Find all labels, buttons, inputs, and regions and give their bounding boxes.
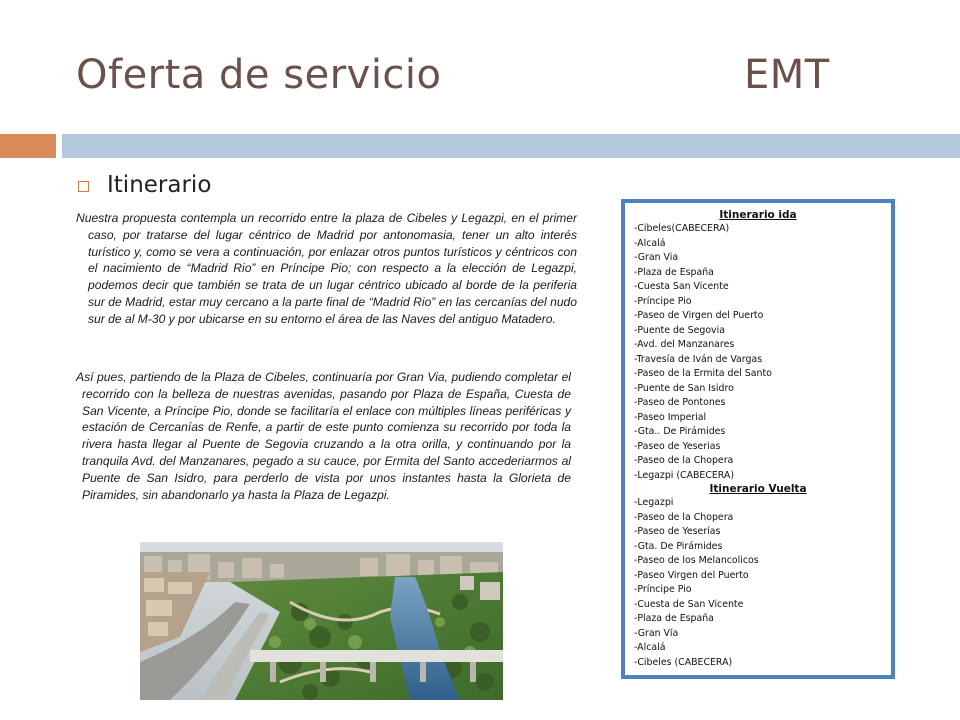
itinerary-stop: -Gta. De Pirámides [634,540,723,552]
itinerary-panel [621,199,895,679]
section-heading [78,172,211,198]
itinerary-stop: -Paseo de la Chopera [634,511,734,523]
itinerary-stop: -Gta.. De Pirámides [634,426,726,437]
itinerary-stop: -Avd. del Manzanares [634,339,735,350]
square-bullet-icon [78,181,89,192]
itinerary-stop: -Paseo de Yeserías [634,526,721,537]
itinerary-stop: -Príncipe Pio [634,584,692,595]
accent-bar-blue [62,134,960,158]
itinerary-stop: -Paseo de la Ermita del Santo [634,368,772,379]
paragraph-route: Así pues, partiendo de la Plaza de Cibeles, continuaría por Gran Via, pudiendo completar el recorrido con la belleza de nuestras avenidas, pasando por Plaza de España, Cuesta de San Vicente, a Príncipe Pio, donde se facilitaría el enlace con múltiples líneas periféricas y estación de Cercanías de Renfe, a partir de este punto comienza su recorrido por toda la rivera hasta llegar al Puente de Segovia cruzando a la otra orilla, y continuando por la tranquila Avd. del Manzanares, pegado a su cauce, por Ermita del Santo accederiarmos al Puente de San Isidro, para perderlo de vista por unos instantes hasta la Glorieta de Piramides, sin abandonarlo ya hasta la Plaza de Legazpi. [76,370,571,502]
itinerary-vuelta-list [634,496,891,670]
itinerary-stop: -Cuesta San Vicente [634,281,729,292]
itinerary-stop: -Paseo de Virgen del Puerto [634,310,764,321]
itinerary-stop: -Paseo de Pontones [634,397,726,408]
itinerary-stop: -Cuesta de San Vicente [634,598,744,610]
accent-bar-orange [0,134,56,158]
itinerary-stop: -Gran Via [634,252,679,263]
itinerary-ida-list [634,222,891,483]
itinerary-stop: -Alcalá [634,642,666,653]
section-heading-text: Itinerario [107,172,212,198]
itinerary-stop: -Cibeles(CABECERA) [634,223,730,234]
title-emt: EMT [744,52,830,98]
paragraph-intro: Nuestra propuesta contempla un recorrido entre la plaza de Cibeles y Legazpi, en el primer caso, por tratarse del lugar céntrico de Madrid por antonomasia, tener un alto interés turístico y, como se vera a continuación, por enlazar otros puntos turísticos y céntricos con el nacimiento de “Madrid Rio” en Príncipe Pio; con respecto a la elección de Legazpi, podemos decir que también se trata de un lugar céntrico ubicado al borde de la periferia sur de Madrid, estar muy cercano a la parte final de “Madrid Rio” en las cercanías del nudo sur de al M-30 y por ubicarse en su entorno el área de las Naves del antiguo Matadero. [76,211,577,326]
itinerary-stop: -Príncipe Pio [634,295,692,307]
itinerary-stop: -Plaza de España [634,266,714,278]
itinerary-stop: -Gran Vía [634,627,679,639]
itinerary-ida-title: Itinerario ida [719,209,797,221]
madrid-rio-aerial-photo [140,542,503,700]
itinerary-stop: -Paseo Virgen del Puerto [634,569,749,581]
page-title: Oferta de servicio [76,52,442,98]
itinerary-stop: -Paseo Imperial [634,411,707,423]
itinerary-stop: -Alcalá [634,237,666,249]
itinerary-stop: -Legazpi [634,497,674,508]
itinerary-stop: -Paseo de Yeserias [634,440,721,452]
itinerary-stop: -Cibeles (CABECERA) [634,656,733,668]
itinerary-stop: -Travesía de Iván de Vargas [634,353,763,365]
itinerary-stop: -Plaza de España [634,613,714,624]
itinerary-stop: -Legazpi (CABECERA) [634,469,735,481]
itinerary-stop: -Paseo de los Melancolicos [634,555,759,566]
itinerary-stop: -Puente de Segovia [634,324,725,336]
itinerary-stop: -Paseo de la Chopera [634,455,734,466]
itinerary-vuelta-title: Itinerario Vuelta [709,483,807,495]
itinerary-stop: -Puente de San Isidro [634,382,734,394]
